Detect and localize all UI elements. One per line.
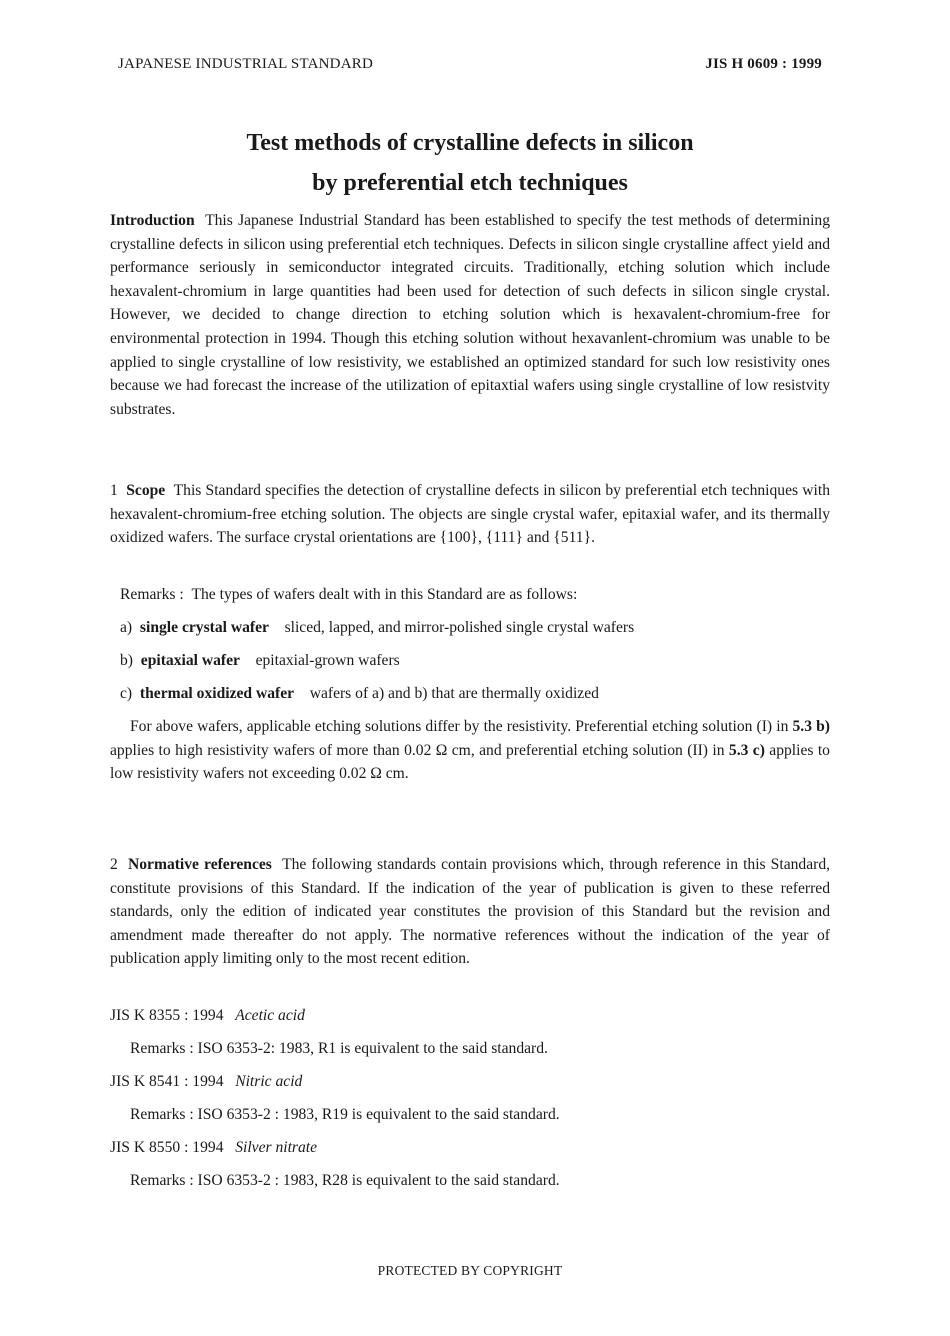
wafer-type-item [120, 682, 599, 706]
wafer-type-term: epitaxial wafer [140, 652, 240, 669]
scope-note-text-3: applies to low resistivity wafers not exceeding 0.02 Ω cm. [110, 741, 830, 783]
reference-entry [110, 1136, 317, 1160]
normative-heading: Normative references [127, 856, 272, 873]
reference-remark: Remarks : ISO 6353-2 : 1983, R19 is equivalent to the said standard. [130, 1106, 560, 1123]
wafer-type-marker: b) [120, 652, 133, 669]
document-title-line-1: Test methods of crystalline defects in silicon [246, 130, 694, 156]
scope-remarks-label: Remarks : [120, 586, 184, 603]
scope-note-ref-2: 5.3 c) [728, 741, 765, 759]
scope-paragraph [110, 479, 830, 550]
reference-remark: Remarks : ISO 6353-2: 1983, R1 is equivalent to the said standard. [130, 1040, 548, 1057]
wafer-type-desc: epitaxial-grown wafers [255, 652, 400, 669]
reference-code: JIS K 8355 : 1994 [110, 1007, 224, 1024]
scope-note-text-1: For above wafers, applicable etching solutions differ by the resistivity. Preferential etching solution (I) in [130, 718, 793, 735]
scope-note-text-2: applies to high resistivity wafers of more than 0.02 Ω cm, and preferential etching solution (II) in [110, 741, 729, 759]
introduction-text: This Japanese Industrial Standard has been established to specify the test methods of determining crystalline defects in silicon using preferential etch techniques. Defects in silicon single crystalline affect yield and performance seriously in semiconductor integrated circuits. Traditionally, etching solution which include hexavalent-chromium in large quantities had been used for detection of such defects in silicon single crystal. However, we decided to change direction to etching solution which is hexavalent-chromium-free for environmental protection in 1994. Though this etching solution without hexavanlent-chromium was unable to be applied to single crystalline of low resistivity, we established an optimized standard for such low resistivity ones because we had forecast the increase of the utilization of epitaxtial wafers using single crystalline of low resistvity substrates. [110, 212, 830, 418]
wafer-type-term: thermal oxidized wafer [139, 685, 295, 702]
scope-remarks-text: The types of wafers dealt with in this Standard are as follows: [191, 586, 578, 603]
wafer-type-item [120, 649, 400, 673]
normative-number: 2 [110, 856, 118, 873]
scope-number: 1 [110, 482, 118, 499]
wafer-type-marker: c) [120, 685, 133, 702]
introduction-paragraph [110, 209, 830, 421]
scope-note-ref-1: 5.3 b) [792, 718, 830, 735]
reference-name: Acetic acid [235, 1007, 305, 1024]
header-standard-number: JIS H 0609 : 1999 [705, 56, 822, 72]
document-title-line-2: by preferential etch techniques [312, 170, 628, 196]
reference-name: Nitric acid [235, 1073, 303, 1090]
scope-text: This Standard specifies the detection of crystalline defects in silicon by preferential etch techniques with hexavalent-chromium-free etching solution. The objects are single crystal wafer, epitaxial wafer, and its thermally oxidized wafers. The surface crystal orientations are {100}, {111} and {511}. [110, 482, 831, 547]
introduction-heading: Introduction [110, 212, 195, 229]
normative-text: The following standards contain provisions which, through reference in this Standard, constitute provisions of this Standard. If the indication of the year of publication is given to these referred standards, only the edition of indicated year constitutes the provision of this Standard but the revision and amendment made thereafter do not apply. The normative references without the indication of the year of publication apply limiting only to the most recent edition. [110, 856, 831, 968]
reference-entry [110, 1004, 305, 1028]
wafer-type-marker: a) [120, 619, 133, 636]
wafer-type-term: single crystal wafer [139, 619, 269, 636]
header-standard-name: JAPANESE INDUSTRIAL STANDARD [118, 56, 373, 72]
reference-code: JIS K 8541 : 1994 [110, 1073, 224, 1090]
reference-entry [110, 1070, 302, 1094]
copyright-footer: PROTECTED BY COPYRIGHT [377, 1263, 563, 1278]
wafer-type-desc: sliced, lapped, and mirror-polished single crystal wafers [284, 619, 635, 636]
scope-note-paragraph [110, 715, 830, 786]
wafer-type-item [120, 616, 634, 640]
scope-remarks [120, 583, 577, 607]
normative-references-paragraph [110, 853, 830, 971]
reference-name: Silver nitrate [235, 1139, 318, 1156]
wafer-type-desc: wafers of a) and b) that are thermally oxidized [309, 685, 599, 702]
reference-remark: Remarks : ISO 6353-2 : 1983, R28 is equivalent to the said standard. [130, 1172, 560, 1189]
scope-heading: Scope [126, 482, 166, 499]
reference-code: JIS K 8550 : 1994 [110, 1139, 224, 1156]
